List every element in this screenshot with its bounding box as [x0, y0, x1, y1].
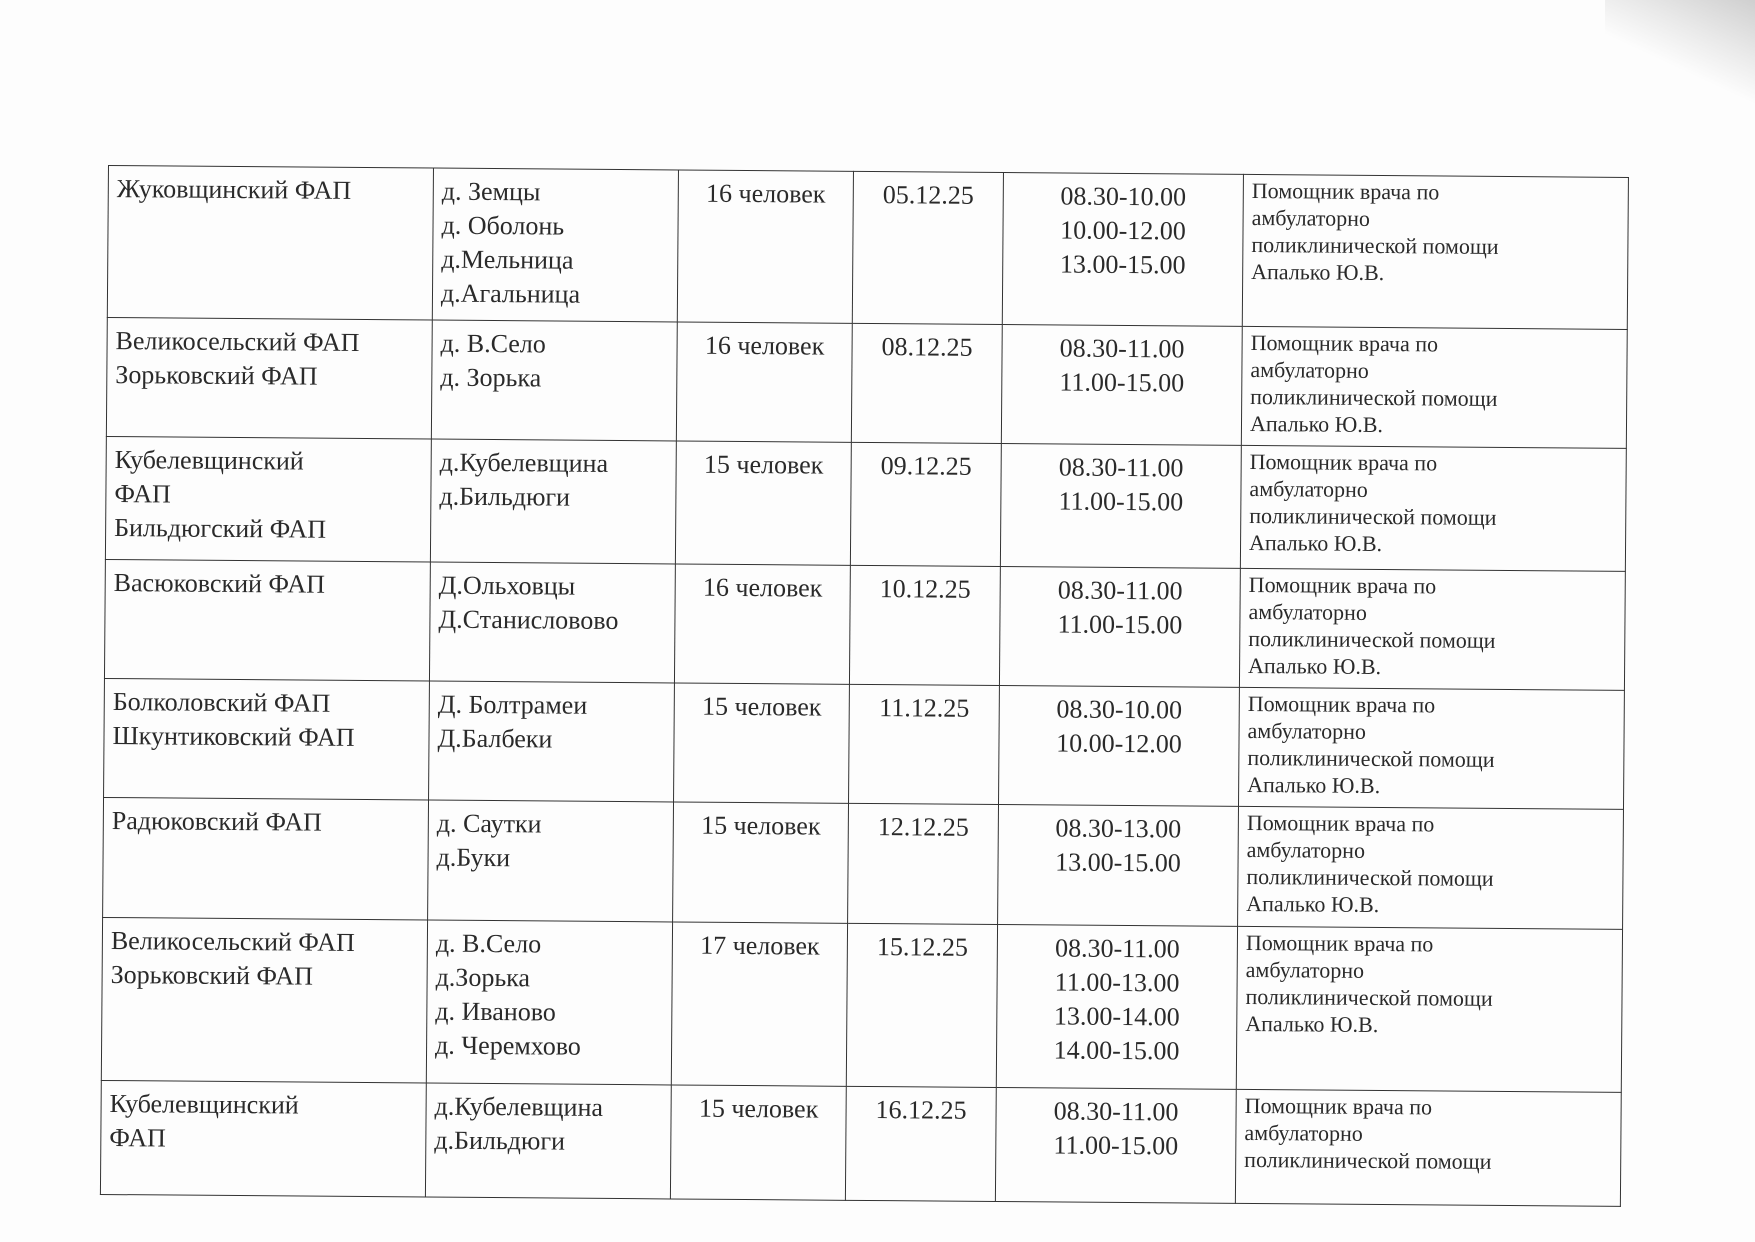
table-row	[105, 437, 1626, 571]
villages-cell	[428, 800, 674, 921]
responsible-line: Помощник врача по	[1245, 929, 1434, 957]
villages-cell	[429, 562, 675, 683]
time-line: 11.00-15.00	[1058, 486, 1184, 517]
time-line: 08.30-10.00	[1060, 181, 1187, 212]
villages-cell	[426, 920, 672, 1085]
page-corner-fold	[1605, 0, 1755, 120]
date-cell: 15.12.25	[846, 923, 997, 1087]
count-cell: 16 человек	[676, 322, 852, 443]
times-cell	[996, 924, 1237, 1089]
responsible-line: Помощник врача по	[1247, 690, 1436, 718]
responsible-line: амбулаторно	[1250, 356, 1369, 383]
responsible-line: Апалько Ю.В.	[1248, 530, 1383, 557]
fap-line: Болколовский ФАП	[112, 687, 331, 718]
fap-line: Великосельский ФАП	[110, 925, 355, 957]
times-cell	[999, 566, 1240, 687]
responsible-line: Помощник врача по	[1244, 1092, 1433, 1120]
responsible-line: поликлинической помощи	[1251, 231, 1499, 259]
fap-line: ФАП	[109, 1122, 166, 1153]
responsible-line: поликлинической помощи	[1250, 383, 1498, 411]
schedule-body	[100, 166, 1628, 1207]
village-line: д.Кубелевщина	[439, 447, 609, 479]
count-cell: 16 человек	[674, 564, 850, 685]
responsible-line: Помощник врача по	[1251, 177, 1440, 205]
villages-cell	[429, 681, 675, 802]
fap-line: Кубелевщинский	[109, 1088, 299, 1120]
table-row	[104, 678, 1625, 809]
fap-cell	[104, 678, 430, 800]
times-cell	[995, 1087, 1236, 1203]
fap-line: ФАП	[114, 479, 171, 509]
time-line: 11.00-13.00	[1054, 967, 1180, 998]
fap-line: Васюковский ФАП	[113, 567, 326, 599]
responsible-line: поликлинической помощи	[1246, 864, 1494, 892]
fap-cell	[103, 798, 429, 920]
village-line: Д.Ольховцы	[438, 570, 576, 601]
date-cell: 09.12.25	[850, 443, 1001, 567]
responsible-line: поликлинической помощи	[1249, 503, 1497, 531]
time-line: 11.00-15.00	[1057, 609, 1183, 640]
village-line: д. В.Село	[440, 328, 546, 359]
responsible-line: Апалько Ю.В.	[1249, 410, 1384, 437]
responsible-line: амбулаторно	[1249, 476, 1368, 503]
count-cell: 15 человек	[675, 441, 851, 565]
times-cell	[1002, 173, 1243, 327]
responsible-line: поликлинической помощи	[1244, 1146, 1492, 1174]
table-row	[101, 917, 1622, 1092]
responsible-line: поликлинической помощи	[1245, 983, 1493, 1011]
village-line: д.Кубелевщина	[434, 1091, 604, 1122]
time-line: 08.30-11.00	[1054, 933, 1180, 964]
responsible-cell	[1235, 1089, 1621, 1206]
times-cell	[1001, 324, 1242, 445]
fap-line: Шкунтиковский ФАП	[112, 721, 355, 752]
responsible-line: амбулаторно	[1245, 956, 1365, 983]
time-line: 10.00-12.00	[1060, 215, 1186, 246]
village-line: Д. Болтрамеи	[437, 689, 588, 720]
responsible-cell	[1241, 326, 1627, 448]
villages-cell	[430, 439, 676, 563]
fap-cell	[105, 437, 431, 562]
responsible-line: амбулаторно	[1247, 717, 1367, 744]
village-line: д. Иваново	[435, 996, 556, 1027]
table-row	[100, 1080, 1621, 1206]
date-cell: 16.12.25	[845, 1086, 996, 1201]
times-cell	[1000, 444, 1241, 568]
village-line: д.Бильдюги	[439, 481, 571, 512]
responsible-line: Апалько Ю.В.	[1251, 258, 1385, 286]
village-line: д. Саутки	[436, 808, 542, 839]
time-line: 14.00-15.00	[1053, 1035, 1180, 1066]
schedule-table	[100, 165, 1629, 1207]
villages-cell	[425, 1083, 671, 1199]
village-line: д. Оболонь	[441, 210, 565, 241]
time-line: 08.30-11.00	[1059, 333, 1185, 364]
time-line: 13.00-14.00	[1053, 1001, 1180, 1032]
responsible-cell	[1239, 568, 1625, 690]
fap-line: Радюковский ФАП	[111, 806, 323, 837]
responsible-line: поликлинической помощи	[1248, 625, 1496, 653]
count-cell: 17 человек	[671, 922, 847, 1087]
responsible-line: поликлинической помощи	[1247, 744, 1495, 772]
table-row	[107, 166, 1628, 330]
fap-line: Бильдюгский ФАП	[114, 513, 327, 544]
table-row	[103, 798, 1624, 929]
fap-line: Зорьковский ФАП	[115, 360, 318, 391]
village-line: д.Зорька	[435, 962, 531, 992]
village-line: д.Агальница	[440, 278, 581, 309]
responsible-line: амбулаторно	[1244, 1119, 1363, 1146]
fap-line: Великосельский ФАП	[115, 326, 360, 357]
village-line: д. Земцы	[441, 176, 541, 207]
fap-cell	[106, 317, 432, 439]
responsible-line: Помощник врача по	[1250, 329, 1439, 357]
time-line: 11.00-15.00	[1059, 367, 1185, 398]
responsible-line: амбулаторно	[1246, 837, 1366, 864]
date-cell: 11.12.25	[849, 684, 1000, 804]
villages-cell	[431, 320, 677, 441]
time-line: 10.00-12.00	[1056, 728, 1182, 759]
count-cell: 15 человек	[674, 683, 850, 804]
responsible-cell	[1242, 174, 1628, 329]
responsible-line: Помощник врача по	[1246, 810, 1435, 837]
fap-cell	[101, 917, 427, 1083]
date-cell: 12.12.25	[848, 804, 999, 924]
village-line: д.Бильдюги	[434, 1125, 566, 1156]
fap-line: Кубелевщинский	[114, 445, 304, 476]
time-line: 08.30-10.00	[1056, 694, 1183, 725]
time-line: 08.30-11.00	[1057, 575, 1183, 606]
responsible-line: Помощник врача по	[1249, 449, 1438, 476]
village-line: Д.Станисловово	[438, 604, 619, 635]
time-line: 08.30-11.00	[1058, 452, 1184, 483]
responsible-cell	[1238, 807, 1624, 929]
responsible-line: Апалько Ю.В.	[1247, 771, 1381, 798]
date-cell: 10.12.25	[849, 565, 1000, 685]
date-cell: 05.12.25	[852, 171, 1003, 324]
responsible-cell	[1236, 926, 1622, 1092]
time-line: 13.00-15.00	[1055, 847, 1181, 878]
fap-line: Зорьковский ФАП	[110, 959, 314, 991]
village-line: д.Мельница	[441, 244, 574, 275]
responsible-line: Апалько Ю.В.	[1248, 652, 1382, 679]
times-cell	[999, 685, 1240, 806]
table-row	[106, 317, 1627, 448]
fap-line: Жуковщинский ФАП	[116, 174, 352, 205]
responsible-line: амбулаторно	[1251, 204, 1371, 231]
responsible-cell	[1238, 687, 1624, 809]
fap-cell	[107, 166, 433, 321]
village-line: д. В.Село	[435, 928, 542, 959]
table-row	[104, 559, 1625, 690]
fap-cell	[104, 559, 430, 681]
count-cell: 15 человек	[670, 1085, 846, 1201]
date-cell: 08.12.25	[851, 323, 1002, 443]
count-cell: 15 человек	[673, 802, 849, 923]
responsible-line: Апалько Ю.В.	[1245, 1010, 1379, 1037]
village-line: Д.Балбеки	[437, 723, 553, 754]
fap-cell	[100, 1080, 426, 1197]
time-line: 08.30-13.00	[1055, 813, 1182, 844]
responsible-line: Помощник врача по	[1248, 571, 1437, 599]
responsible-line: амбулаторно	[1248, 598, 1367, 625]
count-cell: 16 человек	[677, 170, 853, 323]
time-line: 11.00-15.00	[1053, 1130, 1179, 1161]
village-line: д. Зорька	[440, 362, 542, 393]
responsible-cell	[1240, 446, 1626, 571]
responsible-line: Апалько Ю.В.	[1246, 891, 1380, 918]
village-line: д. Черемхово	[434, 1030, 581, 1061]
times-cell	[998, 805, 1239, 926]
time-line: 08.30-11.00	[1053, 1096, 1179, 1127]
villages-cell	[432, 168, 678, 322]
time-line: 13.00-15.00	[1059, 249, 1186, 280]
village-line: д.Буки	[436, 842, 511, 873]
